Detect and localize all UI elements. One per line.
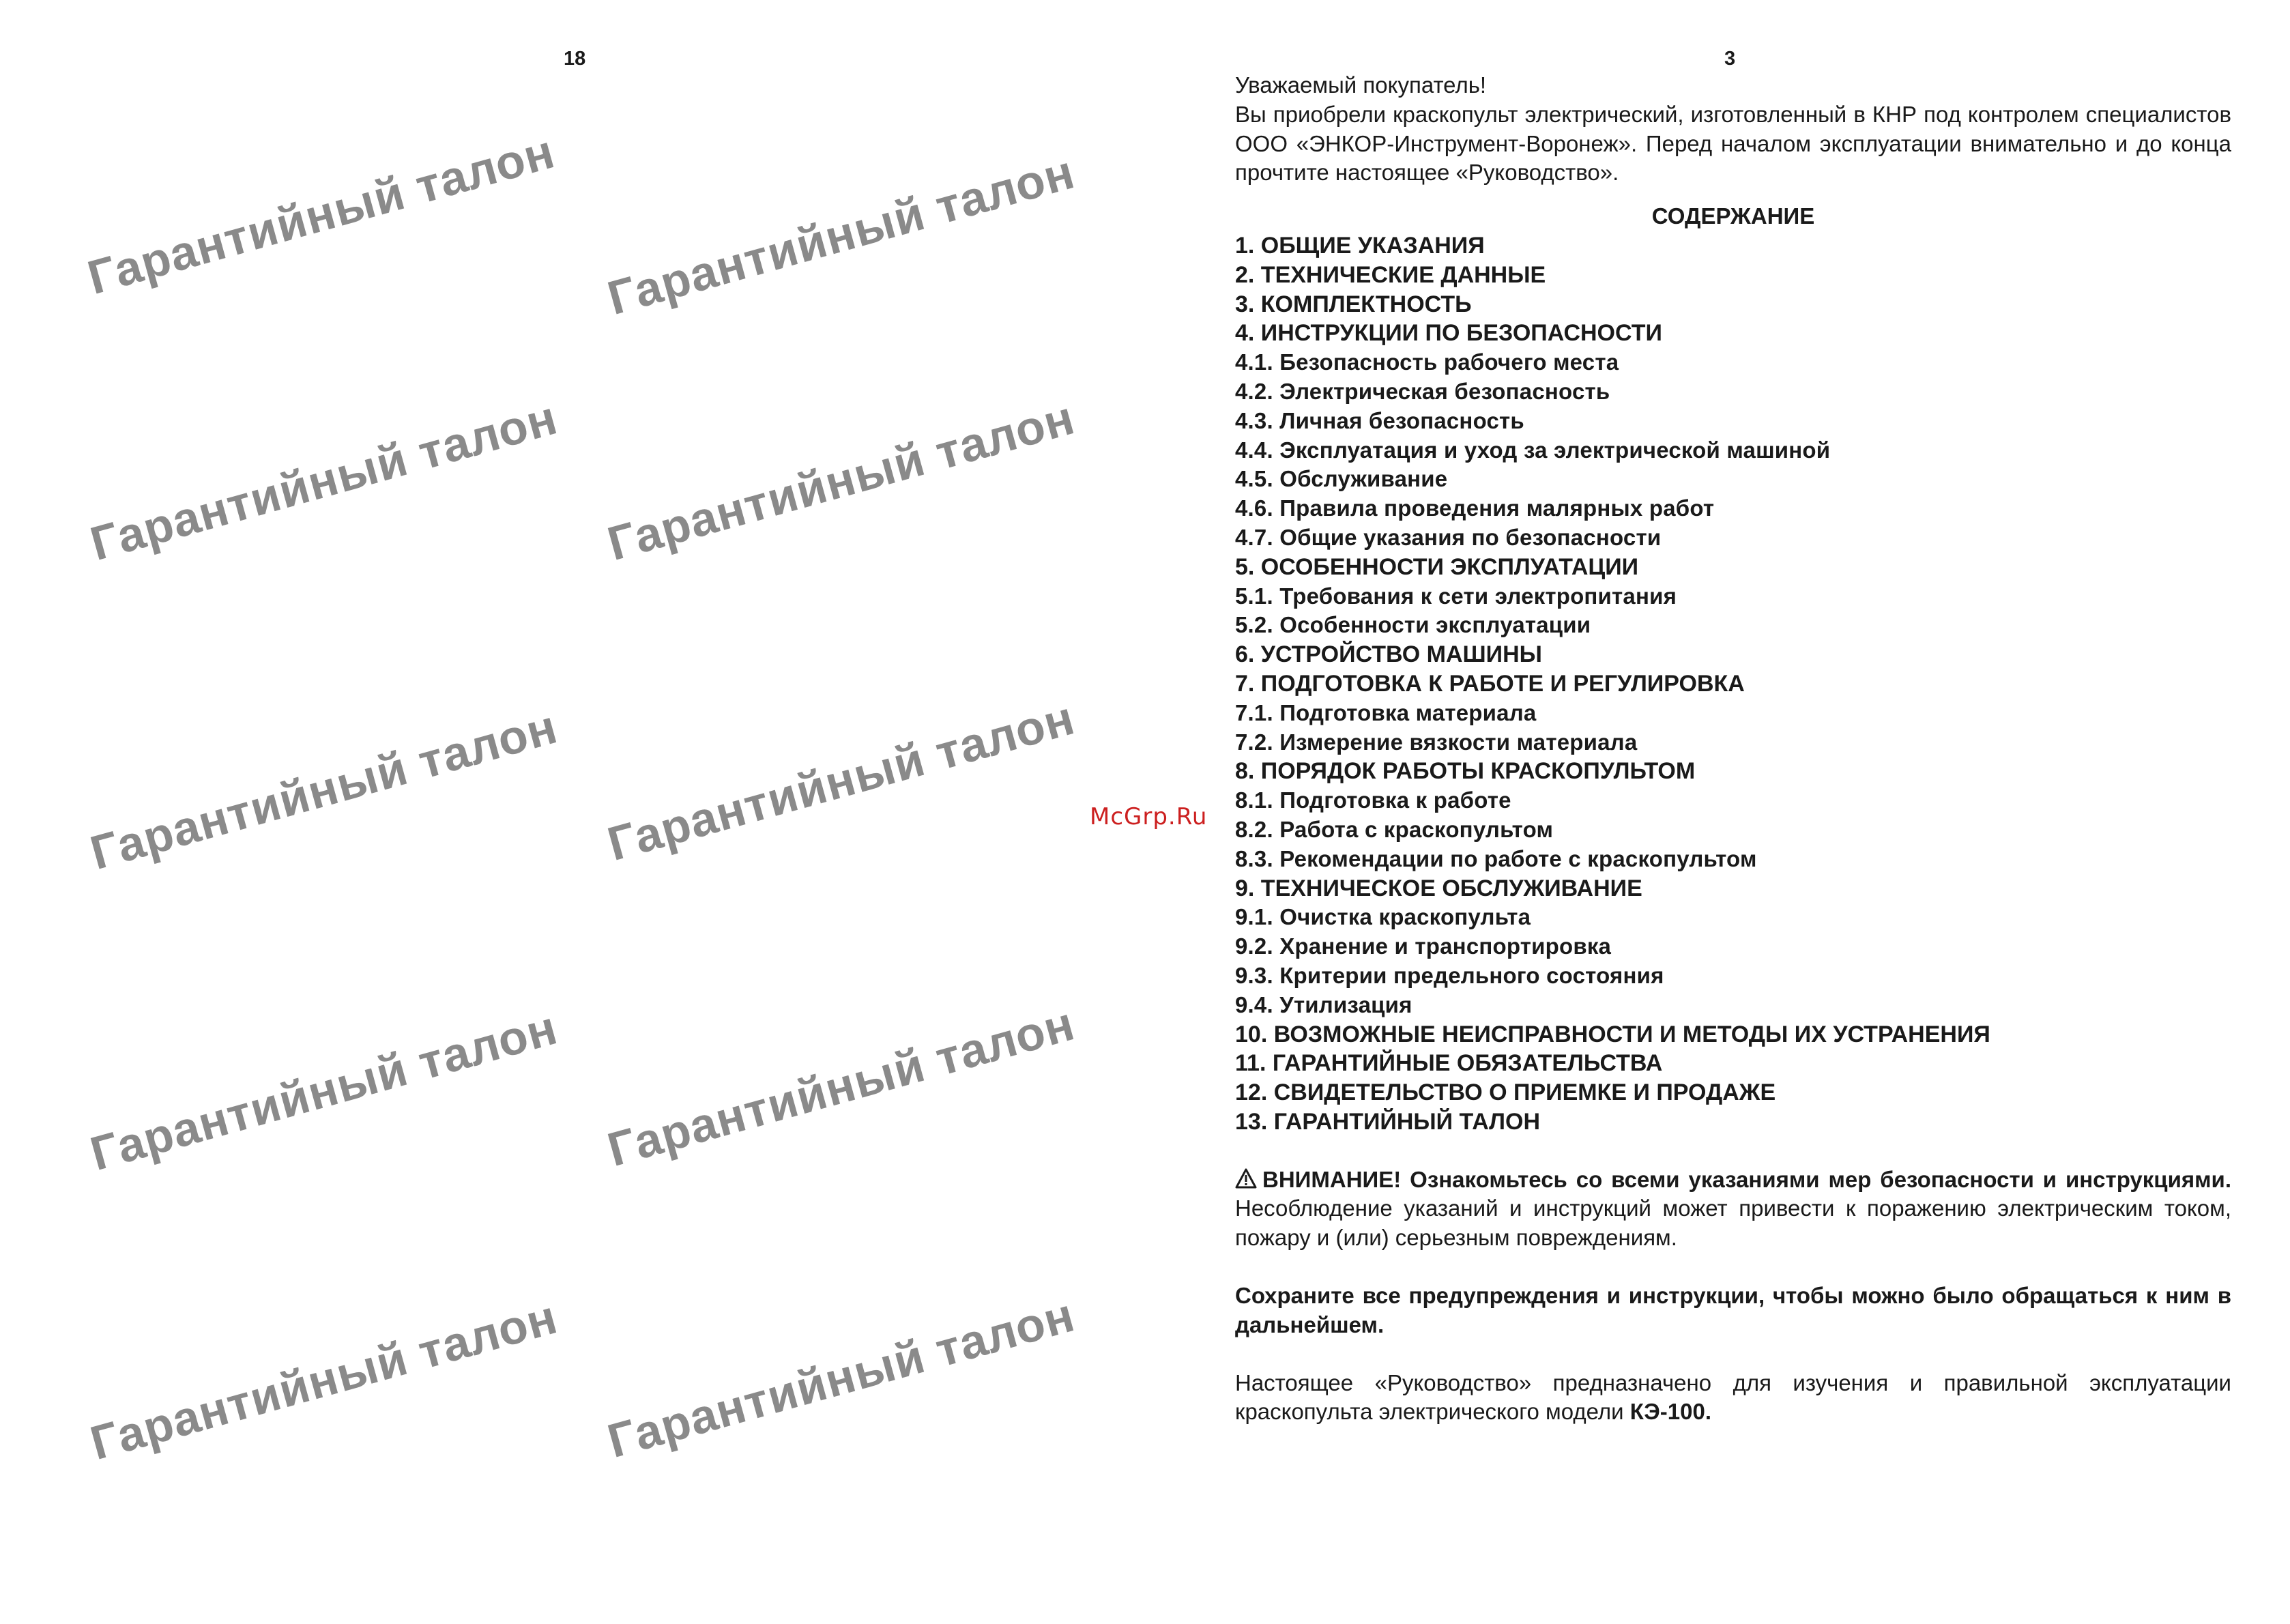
site-watermark: McGrp.Ru <box>1090 803 1208 830</box>
coupon-label: Гарантийный талон <box>85 390 563 571</box>
purpose-text: Настоящее «Руководство» предназначено для изучения и правильной эксплуатации краскопульта электрического модели <box>1235 1369 2231 1425</box>
toc-item: 9.4. Утилизация <box>1235 991 1412 1017</box>
coupon-label: Гарантийный талон <box>85 699 563 880</box>
toc-item: 11. ГАРАНТИЙНЫЕ ОБЯЗАТЕЛЬСТВА <box>1235 1050 1663 1077</box>
toc-item: 4.5. Обслуживание <box>1235 466 1448 492</box>
toc-item: 4.6. Правила проведения малярных работ <box>1235 495 1715 521</box>
greeting: Уважаемый покупатель! <box>1235 72 1487 98</box>
toc-item: 7.1. Подготовка материала <box>1235 699 1537 725</box>
coupon-label: Гарантийный талон <box>602 1288 1080 1468</box>
toc-item: 4.4. Эксплуатация и уход за электрической машиной <box>1235 437 1831 463</box>
toc-item: 10. ВОЗМОЖНЫЕ НЕИСПРАВНОСТИ И МЕТОДЫ ИХ УСТРАНЕНИЯ <box>1235 1021 1990 1047</box>
coupon-label: Гарантийный талон <box>602 145 1080 325</box>
model-name: КЭ-100. <box>1629 1399 1711 1425</box>
toc-item: 3. КОМПЛЕКТНОСТЬ <box>1235 291 1472 317</box>
warning-paragraph <box>1235 1165 2231 1253</box>
table-of-contents <box>1235 231 2231 1137</box>
toc-item: 7.2. Измерение вязкости материала <box>1235 729 1638 755</box>
warning-text: Несоблюдение указаний и инструкций может привести к поражению электрическим током, пожару и (или) серьезным повреждениям. <box>1235 1195 2231 1251</box>
toc-item: 4. ИНСТРУКЦИИ ПО БЕЗОПАСНОСТИ <box>1235 320 1662 347</box>
toc-item: 9.2. Хранение и транспортировка <box>1235 933 1612 959</box>
toc-item: 9.1. Очистка краскопульта <box>1235 904 1531 930</box>
toc-item: 4.2. Электрическая безопасность <box>1235 378 1610 404</box>
toc-item: 9.3. Критерии предельного состояния <box>1235 962 1664 988</box>
toc-item: 5.1. Требования к сети электропитания <box>1235 583 1677 609</box>
toc-item: 6. УСТРОЙСТВО МАШИНЫ <box>1235 641 1542 668</box>
warning-bold-text: ВНИМАНИЕ! Ознакомьтесь со всеми указаниями мер безопасности и инструкциями. <box>1262 1166 2231 1192</box>
warning-triangle-icon <box>1235 1167 1257 1187</box>
save-notice: Сохраните все предупреждения и инструкции, чтобы можно было обращаться к ним в дальнейшем. <box>1235 1283 2231 1337</box>
toc-title: СОДЕРЖАНИЕ <box>1651 203 1815 229</box>
right-page <box>1145 0 2290 1624</box>
coupon-label: Гарантийный талон <box>602 996 1080 1177</box>
coupon-label: Гарантийный талон <box>85 1290 563 1470</box>
toc-item: 2. ТЕХНИЧЕСКИЕ ДАННЫЕ <box>1235 261 1546 288</box>
toc-item: 5. ОСОБЕННОСТИ ЭКСПЛУАТАЦИИ <box>1235 553 1639 580</box>
page-number-right: 3 <box>1724 48 1736 70</box>
coupon-label: Гарантийный талон <box>85 1000 563 1181</box>
intro-paragraph: Вы приобрели краскопульт электрический, изготовленный в КНР под контролем специалистов ООО «ЭНКОР-Инструмент-Воронеж». Перед началом эксплуатации внимательно и до конца прочтите настоящее «Руководство». <box>1235 101 2231 186</box>
toc-item: 7. ПОДГОТОВКА К РАБОТЕ И РЕГУЛИРОВКА <box>1235 670 1745 697</box>
toc-item: 13. ГАРАНТИЙНЫЙ ТАЛОН <box>1235 1108 1541 1135</box>
toc-item: 12. СВИДЕТЕЛЬСТВО О ПРИЕМКЕ И ПРОДАЖЕ <box>1235 1079 1776 1106</box>
coupon-label: Гарантийный талон <box>602 691 1080 871</box>
coupon-label: Гарантийный талон <box>82 124 560 305</box>
toc-item: 4.1. Безопасность рабочего места <box>1235 349 1619 375</box>
coupon-label: Гарантийный талон <box>602 390 1080 571</box>
toc-item: 8.3. Рекомендации по работе с краскопультом <box>1235 845 1757 871</box>
toc-item: 8.2. Работа с краскопультом <box>1235 816 1554 842</box>
toc-item: 8. ПОРЯДОК РАБОТЫ КРАСКОПУЛЬТОМ <box>1235 758 1696 785</box>
page-content <box>1235 71 2231 1427</box>
purpose-paragraph <box>1235 1369 2231 1427</box>
toc-item: 9. ТЕХНИЧЕСКОЕ ОБСЛУЖИВАНИЕ <box>1235 875 1642 901</box>
toc-item: 4.3. Личная безопасность <box>1235 407 1524 433</box>
toc-item: 8.1. Подготовка к работе <box>1235 787 1511 813</box>
page-number-left: 18 <box>564 48 586 70</box>
toc-item: 1. ОБЩИЕ УКАЗАНИЯ <box>1235 232 1485 259</box>
toc-item: 5.2. Особенности эксплуатации <box>1235 612 1591 638</box>
toc-item: 4.7. Общие указания по безопасности <box>1235 524 1662 550</box>
